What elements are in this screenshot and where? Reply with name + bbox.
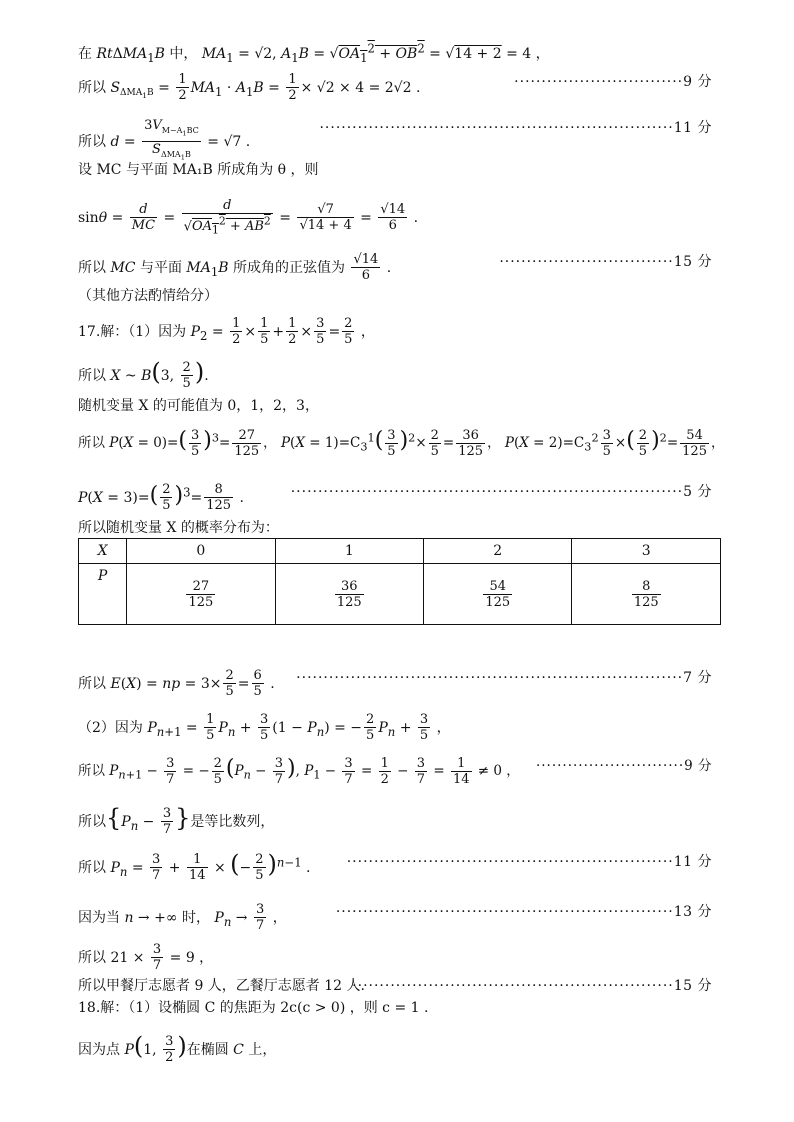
table-cell: 2 <box>424 539 572 564</box>
score-point: ·······························9 分 <box>514 74 712 90</box>
solution-line: 所以{$P_n$ − $\frac{3}{7}$ }是等比数列， <box>78 803 275 837</box>
solution-line: P(X = 3)=( $\frac{2}{5}$ )$^3$= $\frac{8}{125}$ . ········································································5 分 <box>78 482 712 514</box>
solution-line: sinθ = $\frac{d}{MC}$ = $\frac{d}{√OA_1^2 + AB^2}$ = $\frac{√7}{√14 + 4}$ = $\frac{√14}{6}$ . <box>78 198 419 237</box>
solution-line: 所以 $S_{\Delta MA_1B}$ = $\frac{1}{2}$ $MA_1 \cdot A_1B$ = $\frac{1}{2}$ × √2 × 4 = 2√2 . ·······························9 分 <box>78 72 712 103</box>
solution-line: 所以甲餐厅志愿者 9 人，乙餐厅志愿者 12 人. ···························································15 分 <box>78 978 712 994</box>
score-point: ····························9 分 <box>535 758 712 774</box>
table-header-row <box>79 539 721 564</box>
table-row <box>79 564 721 625</box>
solution-line: 所以 MC 与平面 $MA_1B$ 所成角的正弦值为 $\frac{√14}{6}$ . ································15 分 <box>78 252 712 283</box>
table-cell: $\frac{36}{125}$ <box>275 564 423 625</box>
table-cell: $\frac{54}{125}$ <box>424 564 572 625</box>
solution-line: （2）因为 $P_{n+1}$ = $\frac{1}{5}$ $P_n$ + $\frac{3}{5}$ $(1 - P_n)$ = − $\frac{2}{5}$ $P_n$ + $\frac{3}{5}$ ， <box>78 712 451 743</box>
score-point: ···························································15 分 <box>352 978 712 994</box>
score-point: ·································································11 分 <box>319 120 712 136</box>
table-cell: 1 <box>275 539 423 564</box>
table-cell: $\frac{8}{125}$ <box>572 564 721 625</box>
solution-line: 随机变量 X 的可能值为 0，1，2，3， <box>78 398 319 414</box>
solution-line: 17.解：（1）因为 $P_2$ = $\frac{1}{2}$ × $\frac{1}{5}$ + $\frac{1}{2}$ × $\frac{3}{5}$ = $\frac{2}{5}$ ， <box>78 316 375 347</box>
score-point: ····························································11 分 <box>346 854 712 870</box>
table-cell: 0 <box>127 539 275 564</box>
solution-line: 所以 P(X = 0)=( $\frac{3}{5}$ )$^3$= $\frac{27}{125}$ ， $P(X = 1)=C_3^1$( $\frac{3}{5}$ )$^2$× $\frac{2}{5}$ = $\frac{36}{125}$ ， $P(X = 2)=C_3^2$ $\frac{3}{5}$ ×( $\frac{2}{5}$ )$^2$= $\frac{54}{125}$ ， <box>78 428 725 459</box>
solution-line: 18.解：（1）设椭圆 C 的焦距为 2c(c > 0) ，则 c = 1 . <box>78 1000 429 1016</box>
table-cell: P <box>79 564 127 625</box>
solution-line: 所以 $P_n$ = $\frac{3}{7}$ + $\frac{1}{14}$ × (− $\frac{2}{5}$ )$^{n-1}$ . ····························································11 分 <box>78 849 712 884</box>
solution-line: 所以随机变量 X 的概率分布为： <box>78 520 279 536</box>
score-point: ······························································13 分 <box>335 904 712 920</box>
solution-line: 设 MC 与平面 MA₁B 所成角为 θ ，则 <box>78 162 319 178</box>
score-point: ········································································5 分 <box>290 484 712 500</box>
score-point: ································15 分 <box>499 254 712 270</box>
solution-line: 所以 21 × $\frac{3}{7}$ = 9 ， <box>78 942 214 973</box>
solution-line: （其他方法酌情给分） <box>78 288 218 304</box>
table-cell: 3 <box>572 539 721 564</box>
solution-line: 在 RtΔMA$_1$B 中， $MA_1 = √2$, $A_1B = √OA_1^2 + OB^2 = √14 + 2 = 4$ ， <box>78 41 550 65</box>
probability-distribution-table <box>78 538 721 625</box>
table-cell: $\frac{27}{125}$ <box>127 564 275 625</box>
solution-line: 所以 X ~ B(3, $\frac{2}{5}$ ). <box>78 357 209 391</box>
solution-line: 所以 d = $3V_{M-A_1BC}$ $S_{\Delta MA_1B}$ = √7 . ·································································11 分 <box>78 118 712 162</box>
score-point: ·······································································7 分 <box>296 670 712 686</box>
table-cell: X <box>79 539 127 564</box>
solution-line: 因为当 n → +∞ 时， $P_n$ → $\frac{3}{7}$ ， ······························································13 分 <box>78 902 712 933</box>
solution-line: 所以 $P_{n+1}$ − $\frac{3}{7}$ = − $\frac{2}{5}$ ($P_n$ − $\frac{3}{7}$ ), $P_1$ − $\frac{3}{7}$ = $\frac{1}{2}$ − $\frac{3}{7}$ = $\frac{1}{14}$ ≠ 0 ， ····························9 分 <box>78 756 712 787</box>
solution-line: 所以 E(X) = np = 3× $\frac{2}{5}$ = $\frac{6}{5}$ . ·······································································7 分 <box>78 668 712 699</box>
solution-line: 因为点 P(1, $\frac{3}{2}$ )在椭圆 C 上， <box>78 1031 277 1065</box>
